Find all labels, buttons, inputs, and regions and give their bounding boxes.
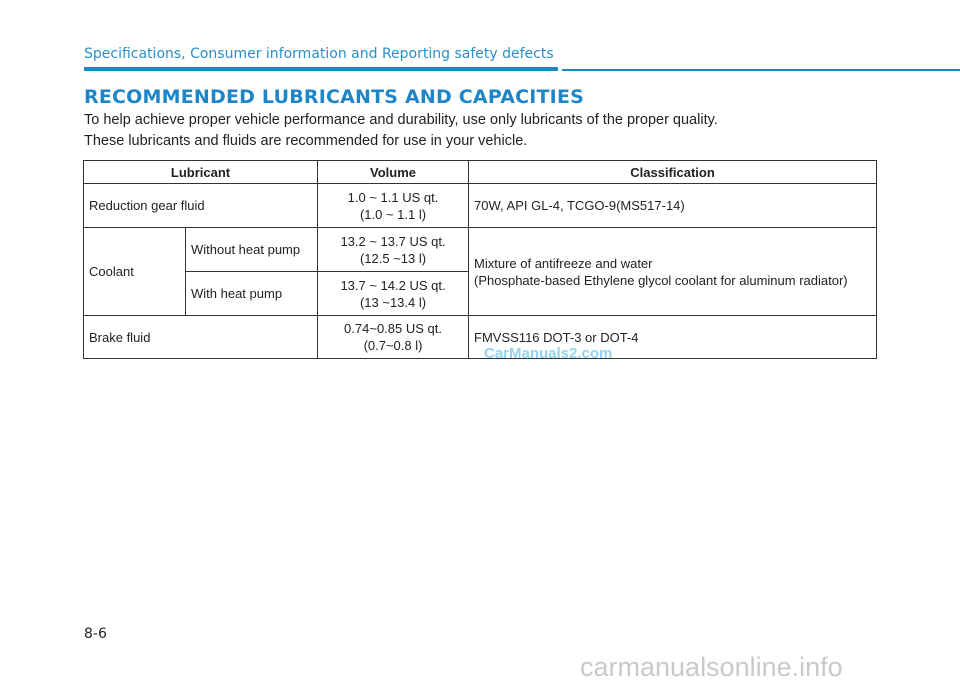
volume-line: 0.74~0.85 US qt. [344, 321, 442, 336]
column-header-classification: Classification [469, 161, 877, 184]
volume-line: 1.0 ~ 1.1 US qt. [347, 189, 439, 205]
lubricant-cell: Brake fluid [84, 316, 318, 359]
classification-cell [469, 228, 877, 316]
volume-cell [318, 272, 469, 316]
intro-line-2: These lubricants and fluids are recommended for use in your vehicle. [84, 133, 528, 149]
classification-line: Mixture of antifreeze and water [474, 255, 653, 271]
volume-line: 13.7 ~ 14.2 US qt. [340, 277, 446, 293]
page-title: RECOMMENDED LUBRICANTS AND CAPACITIES [84, 86, 585, 108]
lubricant-cell: Coolant [84, 228, 186, 316]
volume-line: 13.2 ~ 13.7 US qt. [340, 233, 446, 249]
footer-watermark: carmanualsonline.info [580, 652, 843, 682]
header-rule-thin [562, 69, 960, 71]
watermark-link[interactable]: CarManuals2.com [484, 345, 613, 362]
volume-cell [318, 316, 469, 359]
column-header-volume: Volume [318, 161, 469, 184]
variant-cell: Without heat pump [186, 228, 318, 272]
variant-cell: With heat pump [186, 272, 318, 316]
classification-cell: FMVSS116 DOT-3 or DOT-4 [469, 316, 877, 359]
header-rule-thick [84, 67, 558, 71]
classification-cell: 70W, API GL-4, TCGO-9(MS517-14) [469, 184, 877, 228]
table-header-row [84, 161, 877, 184]
table-row [84, 316, 877, 359]
column-header-lubricant: Lubricant [84, 161, 318, 184]
lubricants-table [83, 160, 877, 359]
volume-line: (1.0 ~ 1.1 l) [359, 206, 427, 222]
intro-line-1: To help achieve proper vehicle performance and durability, use only lubricants of the proper quality. [84, 112, 718, 128]
table-row [84, 228, 877, 272]
section-header: Specifications, Consumer information and Reporting safety defects [84, 46, 554, 62]
volume-cell [318, 184, 469, 228]
volume-line: (12.5 ~13 l) [359, 250, 427, 266]
lubricant-cell: Reduction gear fluid [84, 184, 318, 228]
classification-line: (Phosphate-based Ethylene glycol coolant for aluminum radiator) [474, 272, 848, 288]
table-row [84, 184, 877, 228]
page-number: 8-6 [84, 626, 107, 642]
volume-cell [318, 228, 469, 272]
volume-line: (13 ~13.4 l) [359, 294, 427, 310]
volume-line: (0.7~0.8 l) [363, 338, 423, 353]
